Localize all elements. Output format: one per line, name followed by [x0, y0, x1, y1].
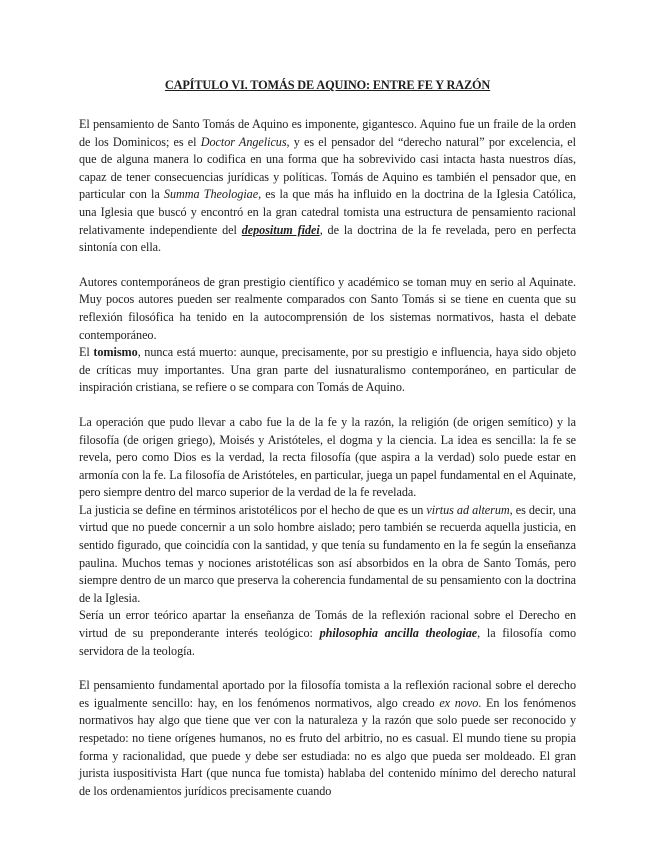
- italic-term-virtus-ad-alterum: virtus ad alterum: [426, 502, 510, 517]
- text-run: El pensamiento fundamental aportado por la filosofía tomista a la reflexión racional sobre el derecho es igualmente sencillo: hay, en los fenómenos normativos, algo creado: [79, 678, 576, 710]
- document-page: [79, 0, 576, 800]
- text-run: . En los fenómenos normativos hay algo que tiene que ver con la naturaleza y la razón que solo puede ser reconocido y respetado: no tiene orígenes humanos, no es fruto del arbitrio, no es casual. El mundo tiene su propia forma y racionalidad, que puede y debe ser estudiada: no es algo que pueda ser moldeado. El gran jurista iuspositivista Hart (que nunca fue tomista) hablaba del contenido mínimo del derecho natural de los ordenamientos jurídicos precisamente cuando: [79, 695, 576, 798]
- paragraph-pensamiento-fundamental: [79, 677, 576, 800]
- italic-term-depositum-fidei: depositum fidei: [241, 222, 320, 237]
- text-run: Sería un error teórico apartar la enseñanza de Tomás de la reflexión racional sobre el Derecho en virtud de su preponderante interés teológico:: [79, 608, 576, 641]
- text-run: , es la que más ha influido en la doctrina de la Iglesia Católica, una Iglesia que buscó y encontró en la gran catedral tomista una estructura de pensamiento racional relativamente independiente del: [79, 187, 576, 237]
- text-run: El pensamiento de Santo Tomás de Aquino es imponente, gigantesco. Aquino fue un fraile de la orden de los Dominicos; es el: [79, 117, 576, 149]
- text-run: , nunca está muerto: aunque, precisamente, por su prestigio e influencia, haya sido objeto de críticas muy importantes. Una gran parte del iusnaturalismo contemporáneo, en particular de inspiración cristiana, se refiere o se compara con Tomás de Aquino.: [79, 345, 576, 395]
- paragraph-fe-y-razon: La operación que pudo llevar a cabo fue la de la fe y la razón, la religión (de origen semítico) y la filosofía (de origen griego), Moisés y Aristóteles, el dogma y la ciencia. La idea es sencilla: la fe se revela, pero como Dios es la verdad, la recta filosofía (que aspira a la verdad) solo puede estar en armonía con la fe. La filosofía de Aristóteles, en particular, juega un papel fundamental en el Aquinate, pero siempre dentro del marco superior de la verdad de la fe revelada.: [79, 414, 576, 500]
- text-run: , la filosofía como servidora de la teología.: [79, 626, 576, 658]
- italic-term-philosophia-ancilla: philosophia ancilla theologiae: [319, 626, 478, 641]
- text-run: La justicia se define en términos aristotélicos por el hecho de que es un: [79, 502, 427, 517]
- italic-term-summa-theologiae: Summa Theologiae: [163, 187, 259, 202]
- text-run: El: [79, 345, 94, 360]
- paragraph-justicia: [79, 502, 576, 608]
- paragraph-contemporary-authors: Autores contemporáneos de gran prestigio científico y académico se toman muy en serio al Aquinate. Muy pocos autores pueden ser realmente comparados con Santo Tomás si se tiene en cuenta que su reflexión filosófica ha tenido en la autocomprensión de los sistemas normativos, hasta el debate contemporáneo.: [79, 274, 576, 342]
- paragraph-aquino-intro: [79, 116, 576, 257]
- text-run: , y es el pensador del “derecho natural” por excelencia, el que de alguna manera lo codifica en una forma que ha sobrevivido casi intacta hasta nuestros días, capaz de tener consecuencias jurídicas y políticas. Tomás de Aquino es también el pensador que, en particular con la: [79, 134, 576, 202]
- italic-term-ex-novo: ex novo: [439, 695, 479, 710]
- text-run: , es decir, una virtud que no puede concernir a un solo hombre aislado; pero también se recuerda aquella justicia, en sentido figurado, que coincidía con la santidad, y que tenía su fundamento en la fe según la enseñanza paulina. Muchos temas y nociones aristotélicas son así absorbidos en la obra de Santo Tomás, pero siempre dentro de un marco que preserva la coherencia fundamental de su pensamiento con la doctrina de la Iglesia.: [79, 502, 577, 605]
- paragraph-error-teorico: [79, 607, 576, 660]
- bold-term-tomismo: tomismo: [93, 345, 138, 360]
- italic-term-doctor-angelicus: Doctor Angelicus: [200, 134, 287, 149]
- paragraph-tomismo: [79, 344, 576, 397]
- chapter-title: CAPÍTULO VI. TOMÁS DE AQUINO: ENTRE FE Y RAZÓN: [164, 78, 491, 92]
- text-run: , de la doctrina de la fe revelada, pero en perfecta sintonía con ella.: [79, 222, 576, 255]
